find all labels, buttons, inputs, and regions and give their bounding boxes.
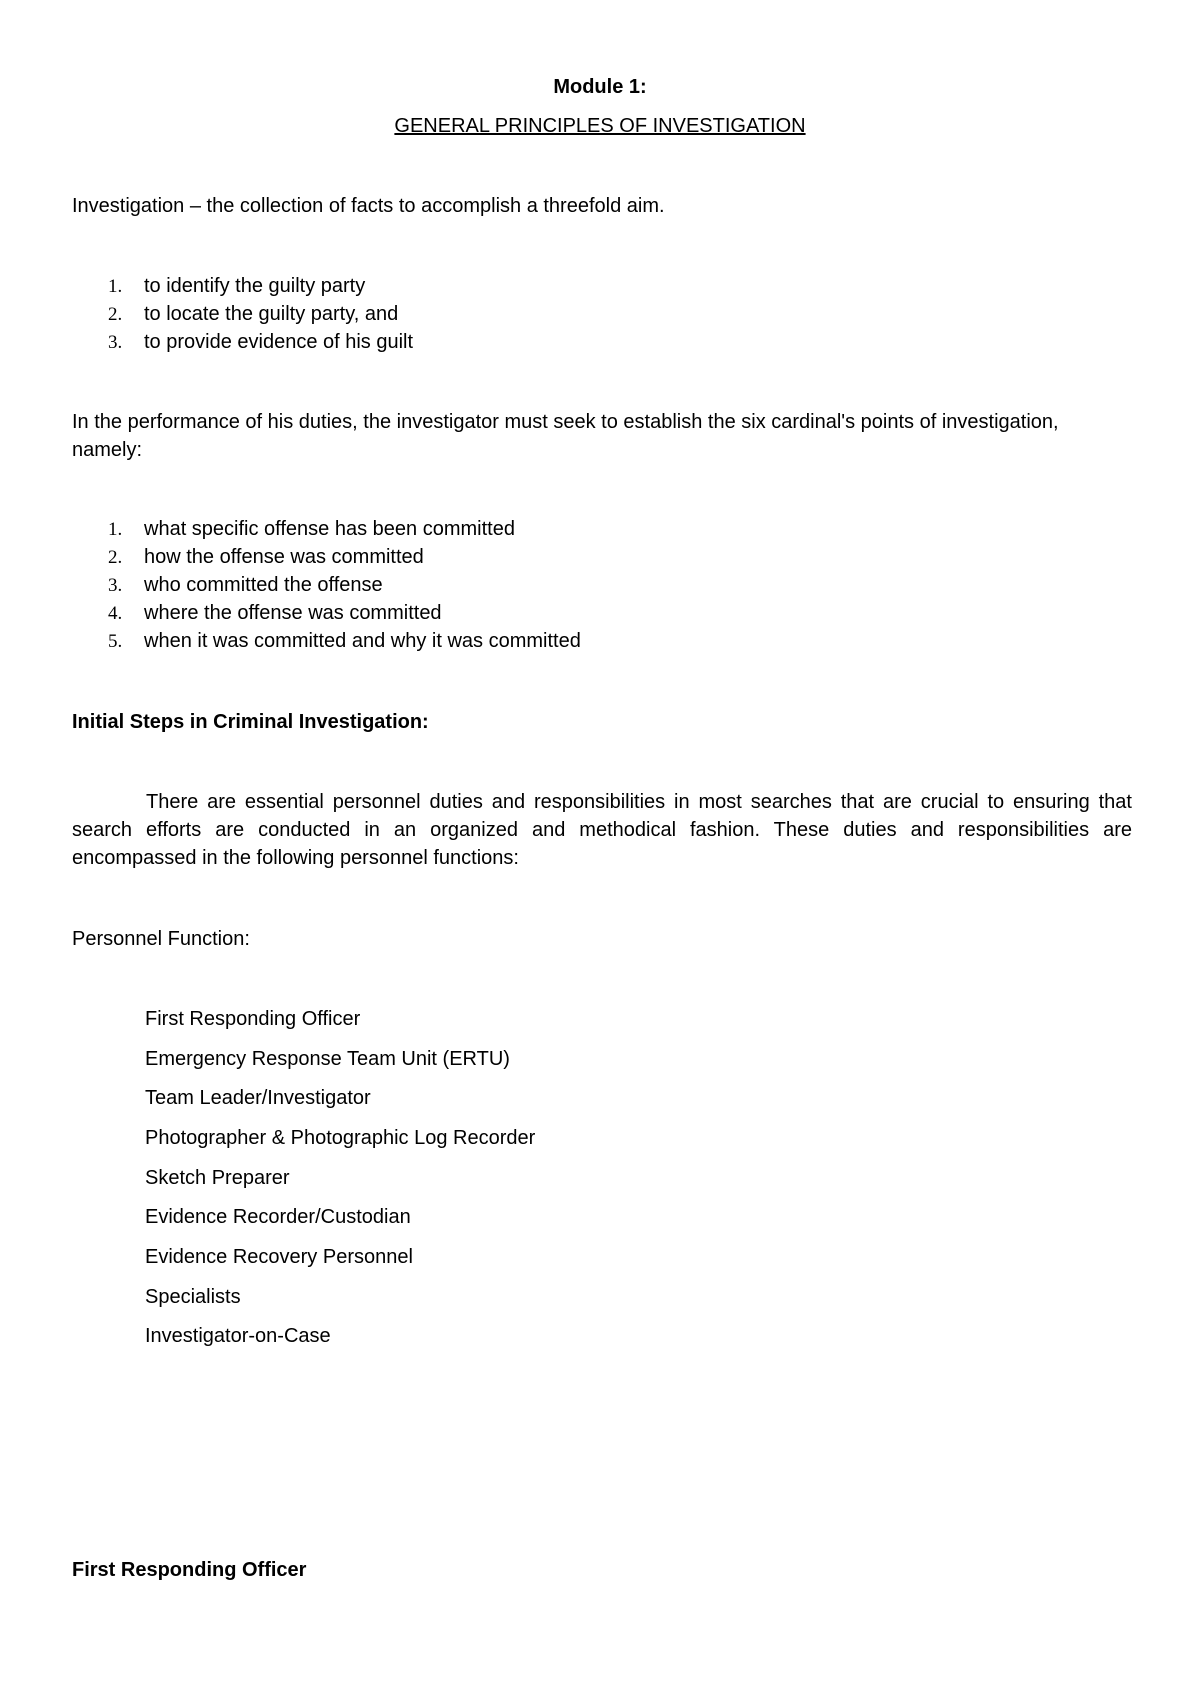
investigation-definition: Investigation – the collection of facts to accomplish a threefold aim.: [72, 195, 665, 217]
personnel-function-item: Specialists: [145, 1286, 241, 1308]
list-text: how the offense was committed: [144, 546, 424, 568]
personnel-function-item: Emergency Response Team Unit (ERTU): [145, 1048, 510, 1070]
list-number: 3.: [108, 575, 123, 596]
module-subtitle: GENERAL PRINCIPLES OF INVESTIGATION: [394, 115, 806, 137]
list-number: 5.: [108, 631, 123, 652]
list-number: 1.: [108, 519, 123, 540]
list-item: [108, 599, 442, 628]
initial-steps-paragraph: There are essential personnel duties and responsibilities in most searches that are crucial to ensuring that search efforts are conducted in an organized and methodical fashion. These duties and responsibilities are encompassed in the following personnel functions:: [72, 791, 1132, 869]
personnel-function-item: First Responding Officer: [145, 1008, 361, 1030]
module-title: Module 1:: [553, 76, 647, 98]
personnel-function-item: Evidence Recovery Personnel: [145, 1246, 413, 1268]
personnel-function-item: Team Leader/Investigator: [145, 1087, 371, 1109]
list-item: [108, 627, 581, 656]
list-text: where the offense was committed: [144, 602, 442, 624]
personnel-function-label: Personnel Function:: [72, 928, 250, 950]
cardinal-intro-paragraph: In the performance of his duties, the investigator must seek to establish the six cardinal's points of investigation, namely:: [72, 411, 1059, 461]
list-item: [108, 272, 365, 301]
first-responding-heading: First Responding Officer: [72, 1559, 307, 1581]
list-item: [108, 515, 515, 544]
initial-steps-heading: Initial Steps in Criminal Investigation:: [72, 711, 429, 733]
personnel-function-item: Evidence Recorder/Custodian: [145, 1206, 411, 1228]
list-item: [108, 328, 413, 357]
personnel-function-item: Sketch Preparer: [145, 1167, 290, 1189]
list-text: what specific offense has been committed: [144, 518, 515, 540]
list-text: to provide evidence of his guilt: [144, 331, 414, 353]
personnel-function-item: Photographer & Photographic Log Recorder: [145, 1127, 536, 1149]
list-number: 2.: [108, 304, 123, 325]
list-text: to identify the guilty party: [144, 275, 366, 297]
list-number: 4.: [108, 603, 123, 624]
list-item: [108, 300, 398, 329]
list-item: [108, 543, 424, 572]
list-item: [108, 571, 383, 600]
list-text: when it was committed and why it was committed: [144, 630, 581, 652]
list-text: who committed the offense: [144, 574, 383, 596]
list-number: 1.: [108, 276, 123, 297]
list-text: to locate the guilty party, and: [144, 303, 399, 325]
list-number: 3.: [108, 332, 123, 353]
personnel-function-item: Investigator-on-Case: [145, 1325, 331, 1347]
list-number: 2.: [108, 547, 123, 568]
